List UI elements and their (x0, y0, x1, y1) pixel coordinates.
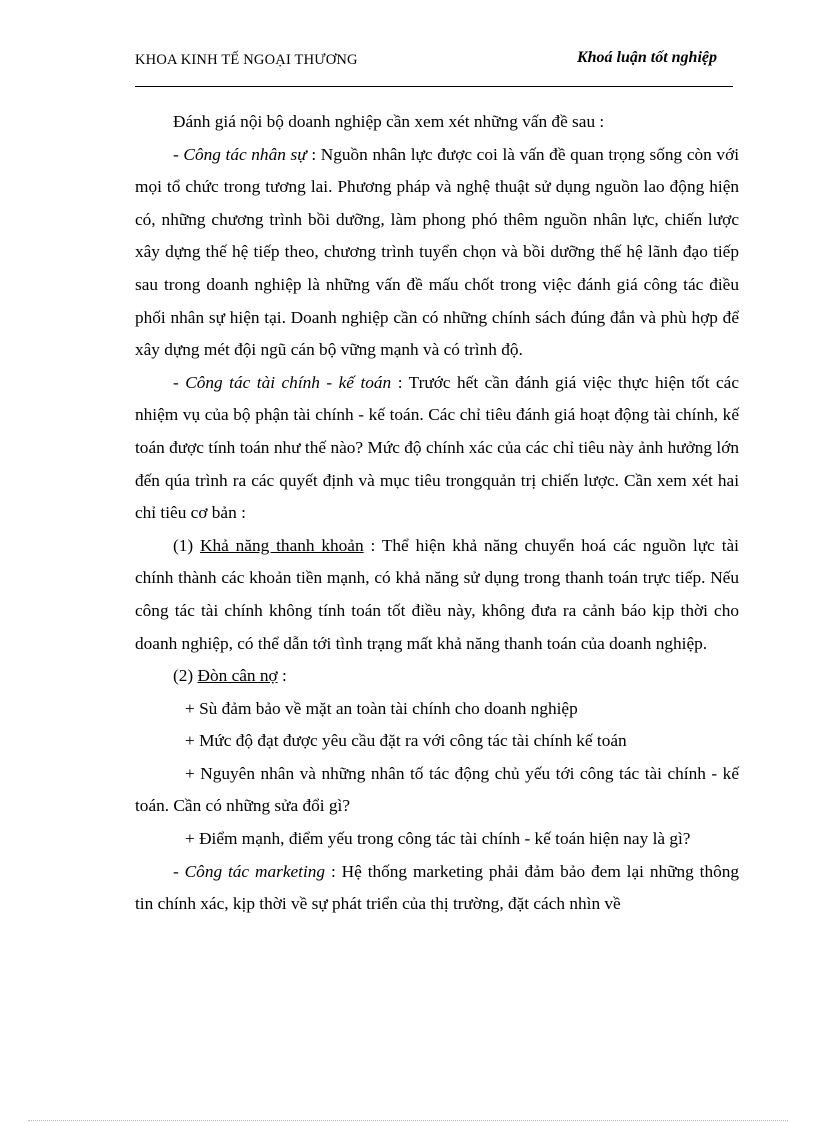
document-body (135, 106, 739, 921)
list-item: + Mức độ đạt được yêu cầu đặt ra với công tác tài chính kế toán (185, 731, 627, 751)
marketing-heading: Công tác marketing (184, 861, 326, 881)
page-bottom-edge (28, 1120, 788, 1121)
hr-heading: Công tác nhân sự (183, 144, 307, 164)
finance-paragraph: - Công tác tài chính - kế toán : Trước hết cần đánh giá việc thực hiện tốt các nhiệm vụ của bộ phận tài chính - kế toán. Các chỉ tiêu đánh giá hoạt động tài chính, kế toán được tính toán như thế nào? Mức độ chính xác của các chỉ tiêu này ảnh hưởng lớn đến qúa trình ra các quyết định và mục tiêu trongquản trị chiến lược. Cần xem xét hai chỉ tiêu cơ bản : (135, 372, 740, 523)
liquidity-heading: Khả năng thanh khoản (200, 535, 364, 555)
list-item: + Nguyên nhân và những nhân tố tác động chủ yếu tới công tác tài chính - kế toán. Cần có những sửa đổi gì? (135, 763, 739, 816)
faculty-name: KHOA KINH TẾ NGOẠI THƯƠNG (135, 52, 358, 68)
list-item: + Điểm mạnh, điểm yếu trong công tác tài chính - kế toán hiện nay là gì? (185, 829, 691, 849)
page-header (135, 48, 733, 72)
document-type: Khoá luận tốt nghiệp (576, 49, 717, 66)
intro-paragraph: Đánh giá nội bộ doanh nghiệp cần xem xét những vấn đề sau : (173, 112, 605, 131)
header-divider (135, 86, 733, 87)
hr-paragraph: - Công tác nhân sự : Nguồn nhân lực được coi là vấn đề quan trọng sống còn với mọi tổ chức trong tương lai. Phương pháp và nghệ thuật sử dụng nguồn lao động hiện có, những chương trình bồi dưỡng, làm phong phó thêm nguồn nhân lực, chiến lược xây dựng thế hệ tiếp theo, chương trình tuyển chọn và bồi dưỡng thế hệ lãnh đạo tiếp sau trong doanh nghiệp là những vấn đề mấu chốt trong việc đánh giá công tác điều phối nhân sự hiện tại. Doanh nghiệp cần có những chính sách đúng đắn và phù hợp để xây dựng mét đội ngũ cán bộ vững mạnh và có trình độ. (135, 144, 740, 360)
leverage-paragraph: (2) Đòn cân nợ : (173, 666, 287, 686)
liquidity-paragraph: (1) Khả năng thanh khoản : Thể hiện khả năng chuyển hoá các nguồn lực tài chính thành các khoản tiền mạnh, có khả năng sử dụng trong thanh toán trực tiếp. Nếu công tác tài chính không tính toán tốt điều này, không đưa ra cảnh báo kịp thời cho doanh nghiệp, có thể dẫn tới tình trạng mất khả năng thanh toán của doanh nghiệp. (135, 535, 739, 653)
marketing-paragraph: - Công tác marketing : Hệ thống marketing phải đảm bảo đem lại những thông tin chính xác, kịp thời về sự phát triển của thị trường, đặt cách nhìn về (135, 861, 740, 914)
finance-heading: Công tác tài chính - kế toán (185, 372, 392, 392)
list-item: + Sù đảm bảo về mặt an toàn tài chính cho doanh nghiệp (185, 698, 578, 718)
leverage-heading: Đòn cân nợ (197, 666, 278, 686)
